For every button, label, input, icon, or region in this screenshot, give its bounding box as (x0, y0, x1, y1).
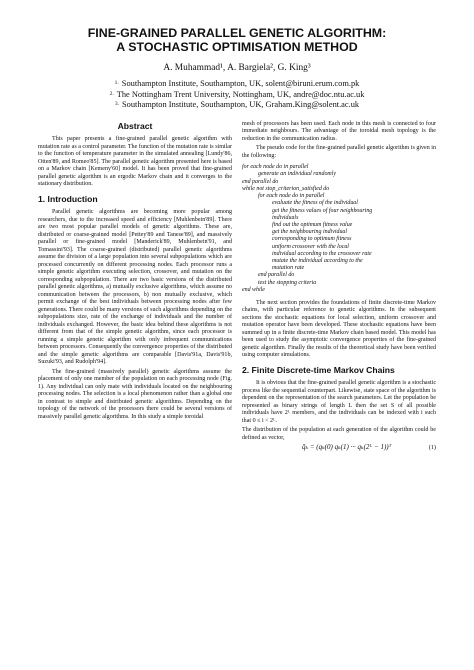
intro-paragraph-1: Parallel genetic algorithms are becoming more popular among researchers, due to the increased speed and efficiency [Muhlenbein'89]. There are two most popular parallel models of genetic algorithms. These are, distributed or coarse-grained model [Pettey'89 and Tanese'89], and massively parallel or fine-grained model [Manderick'89, Muhlenbein'91, and Tomassini'93]. The coarse-grained (distributed) parallel genetic algorithms assume the division of a large population into several subpopulations which are processed concurrently on different processing nodes. Each processor runs a simple genetic algorithm executing selection, crossover, and mutation on the corresponding subpopulation. There are two basic versions of the distributed parallel genetic algorithms, a) mutually exclusive algorithms, which assume no communication between the processors, b) non mutually exclusive, which permit exchange of the best individuals between processing nodes after few generations. There could be many versions of such algorithms depending on the subpopulations size, rate of the exchange of individuals and the number of individuals exchanged. However, the basic idea behind these algorithms is not different from that of the simple genetic algorithm, since each processor is running a simple genetic algorithm with only infrequent communications between processors. Consequently the convergence properties of the distributed and the simple genetic algorithms are comparable [Davis'91a, Davis'91b, Suzuki'93, and Rudolph'94]. (38, 209, 232, 366)
affiliation-text: Southampton Institute, Southampton, UK, solent@biruni.erum.com.pk (121, 79, 360, 88)
pseudocode-line: mutation rate (272, 265, 305, 272)
pseudocode-line: end parallel do (242, 178, 279, 185)
pseudocode-line: test the stopping criteria (258, 279, 317, 286)
pseudocode-line: individual according to the crossover rate (272, 250, 372, 257)
affiliation-1 (38, 79, 436, 90)
affiliation-number: 2. (109, 90, 114, 97)
affiliations (38, 79, 436, 111)
pseudocode-line: individuals (272, 214, 299, 221)
intro-paragraph-2: The fine-grained (massively parallel) genetic algorithms assume the placement of only one member of the population on each processing node (Fig. 1). Any individual can only mate with individuals located on the neighbouring processing nodes. The selection is a local phenomenon rather than a global one in contrast to simple and distributed genetic algorithms. Depending on the topology of the network of the processors there could be several versions of massively parallel genetic algorithms. In this study a simple toroidal (38, 368, 232, 420)
affiliation-number: 1. (114, 80, 119, 86)
pseudocode-line: while not stop_criterion_satisfied do (242, 185, 330, 192)
paper-title (38, 26, 436, 54)
affiliation-text: The Nottingham Trent University, Nottingham, UK, andre@doc.ntu.ac.uk (116, 89, 365, 99)
section-2-heading: 2. Finite Discrete-time Markov Chains (242, 364, 395, 375)
affiliation-number: 3. (114, 101, 120, 108)
authors: A. Muhammad¹, A. Bargiela², G. King³ (163, 63, 311, 73)
pseudocode-line: mutate the individual according to the (272, 257, 363, 264)
pseudocode-line: find out the optimum fitness value (272, 221, 353, 228)
pseudocode-line: get the fitness values of four neighbouring (272, 207, 373, 214)
title-line-2: A STOCHASTIC OPTIMISATION METHOD (116, 40, 358, 54)
body-columns (38, 121, 436, 452)
pseudocode-intro: The pseudo code for the fine-grained parallel genetic algorithm is given in the following: (242, 145, 436, 159)
equation-1 (242, 444, 436, 452)
pseudocode-line: evaluate the fitness of the individual (272, 200, 358, 207)
pseudocode-line: corresponding to optimum fitness (272, 236, 352, 243)
pseudocode-block (242, 164, 436, 294)
pseudocode-line: get the neighbouring individual (272, 229, 348, 236)
pseudocode-line: generate an individual randomly (258, 171, 336, 178)
left-column (38, 121, 232, 452)
pseudocode-line: end while (242, 286, 265, 293)
affiliation-3 (38, 100, 436, 111)
pseudocode-line: uniform crossover with the local (272, 243, 349, 250)
equation-number: (1) (428, 444, 436, 452)
affiliation-2 (38, 90, 436, 101)
right-column (242, 121, 436, 452)
affiliation-text: Southampton Institute, Southampton, UK, Graham.King@solent.ac.uk (122, 100, 360, 110)
intro-heading: 1. Introduction (38, 193, 98, 204)
pseudocode-line: for each node do in parallel (242, 164, 309, 171)
abstract-text: This paper presents a fine-grained parallel genetic algorithm with mutation rate as a control parameter. The function of the mutation rate is similar to the function of temperature parameter in the simulated annealing [Lundy'86, Otten'89, and Romeo'85]. The parallel genetic algorithm presented here is based on a Markov chain [Kemeny'60] model. It has been proved that fine-grained parallel genetic algorithm is an ergodic Markov chain and it converges to the stationary distribution. (38, 136, 232, 188)
title-line-1: FINE-GRAINED PARALLEL GENETIC ALGORITHM: (87, 26, 387, 40)
pseudocode-line: end parallel do (258, 272, 295, 279)
section-2-paragraph-1: It is obvious that the fine-grained parallel genetic algorithm is a stochastic process like the sequential counterpart. Likewise, state space of the algorithm is dependent on the representation of the search parameters. Let the population be represented as binary strings of length L then the set S of all possible individuals have 2ᴸ members, and the individuals can be indexed with i such that 0 ≤ i < 2ᴸ. (242, 380, 436, 424)
pseudocode-line: for each node do in parallel (258, 193, 325, 200)
abstract-heading: Abstract (117, 120, 153, 131)
next-section-paragraph: The next section provides the foundations of finite discrete-time Markov chains, with particular reference to genetic algorithms. In the subsequent sections the stochastic equations for local selection, uniform crossover and mutation operator have been developed. These stochastic equations have been summed up in a finite discrete-time Markov chain based model. This model has been used to study the asymptotic convergence properties of the fine-grained genetic algorithm. Finally the results of the theoretical study have been verified using computer simulations. (242, 299, 436, 359)
mesh-paragraph: mesh of processors has been used. Each node in this mesh is connected to four immediate neighbours. The advantage of the toroidal mesh topology is the reduction in the communication radius. (242, 120, 436, 142)
section-2-paragraph-2: The distribution of the population at each generation of the algorithm could be defined as vector, (242, 427, 436, 441)
equation-text: q̄ₖ = (qₖ(0) qₖ(1) ··· qₖ(2ᴸ − 1))ᵀ (302, 443, 392, 452)
